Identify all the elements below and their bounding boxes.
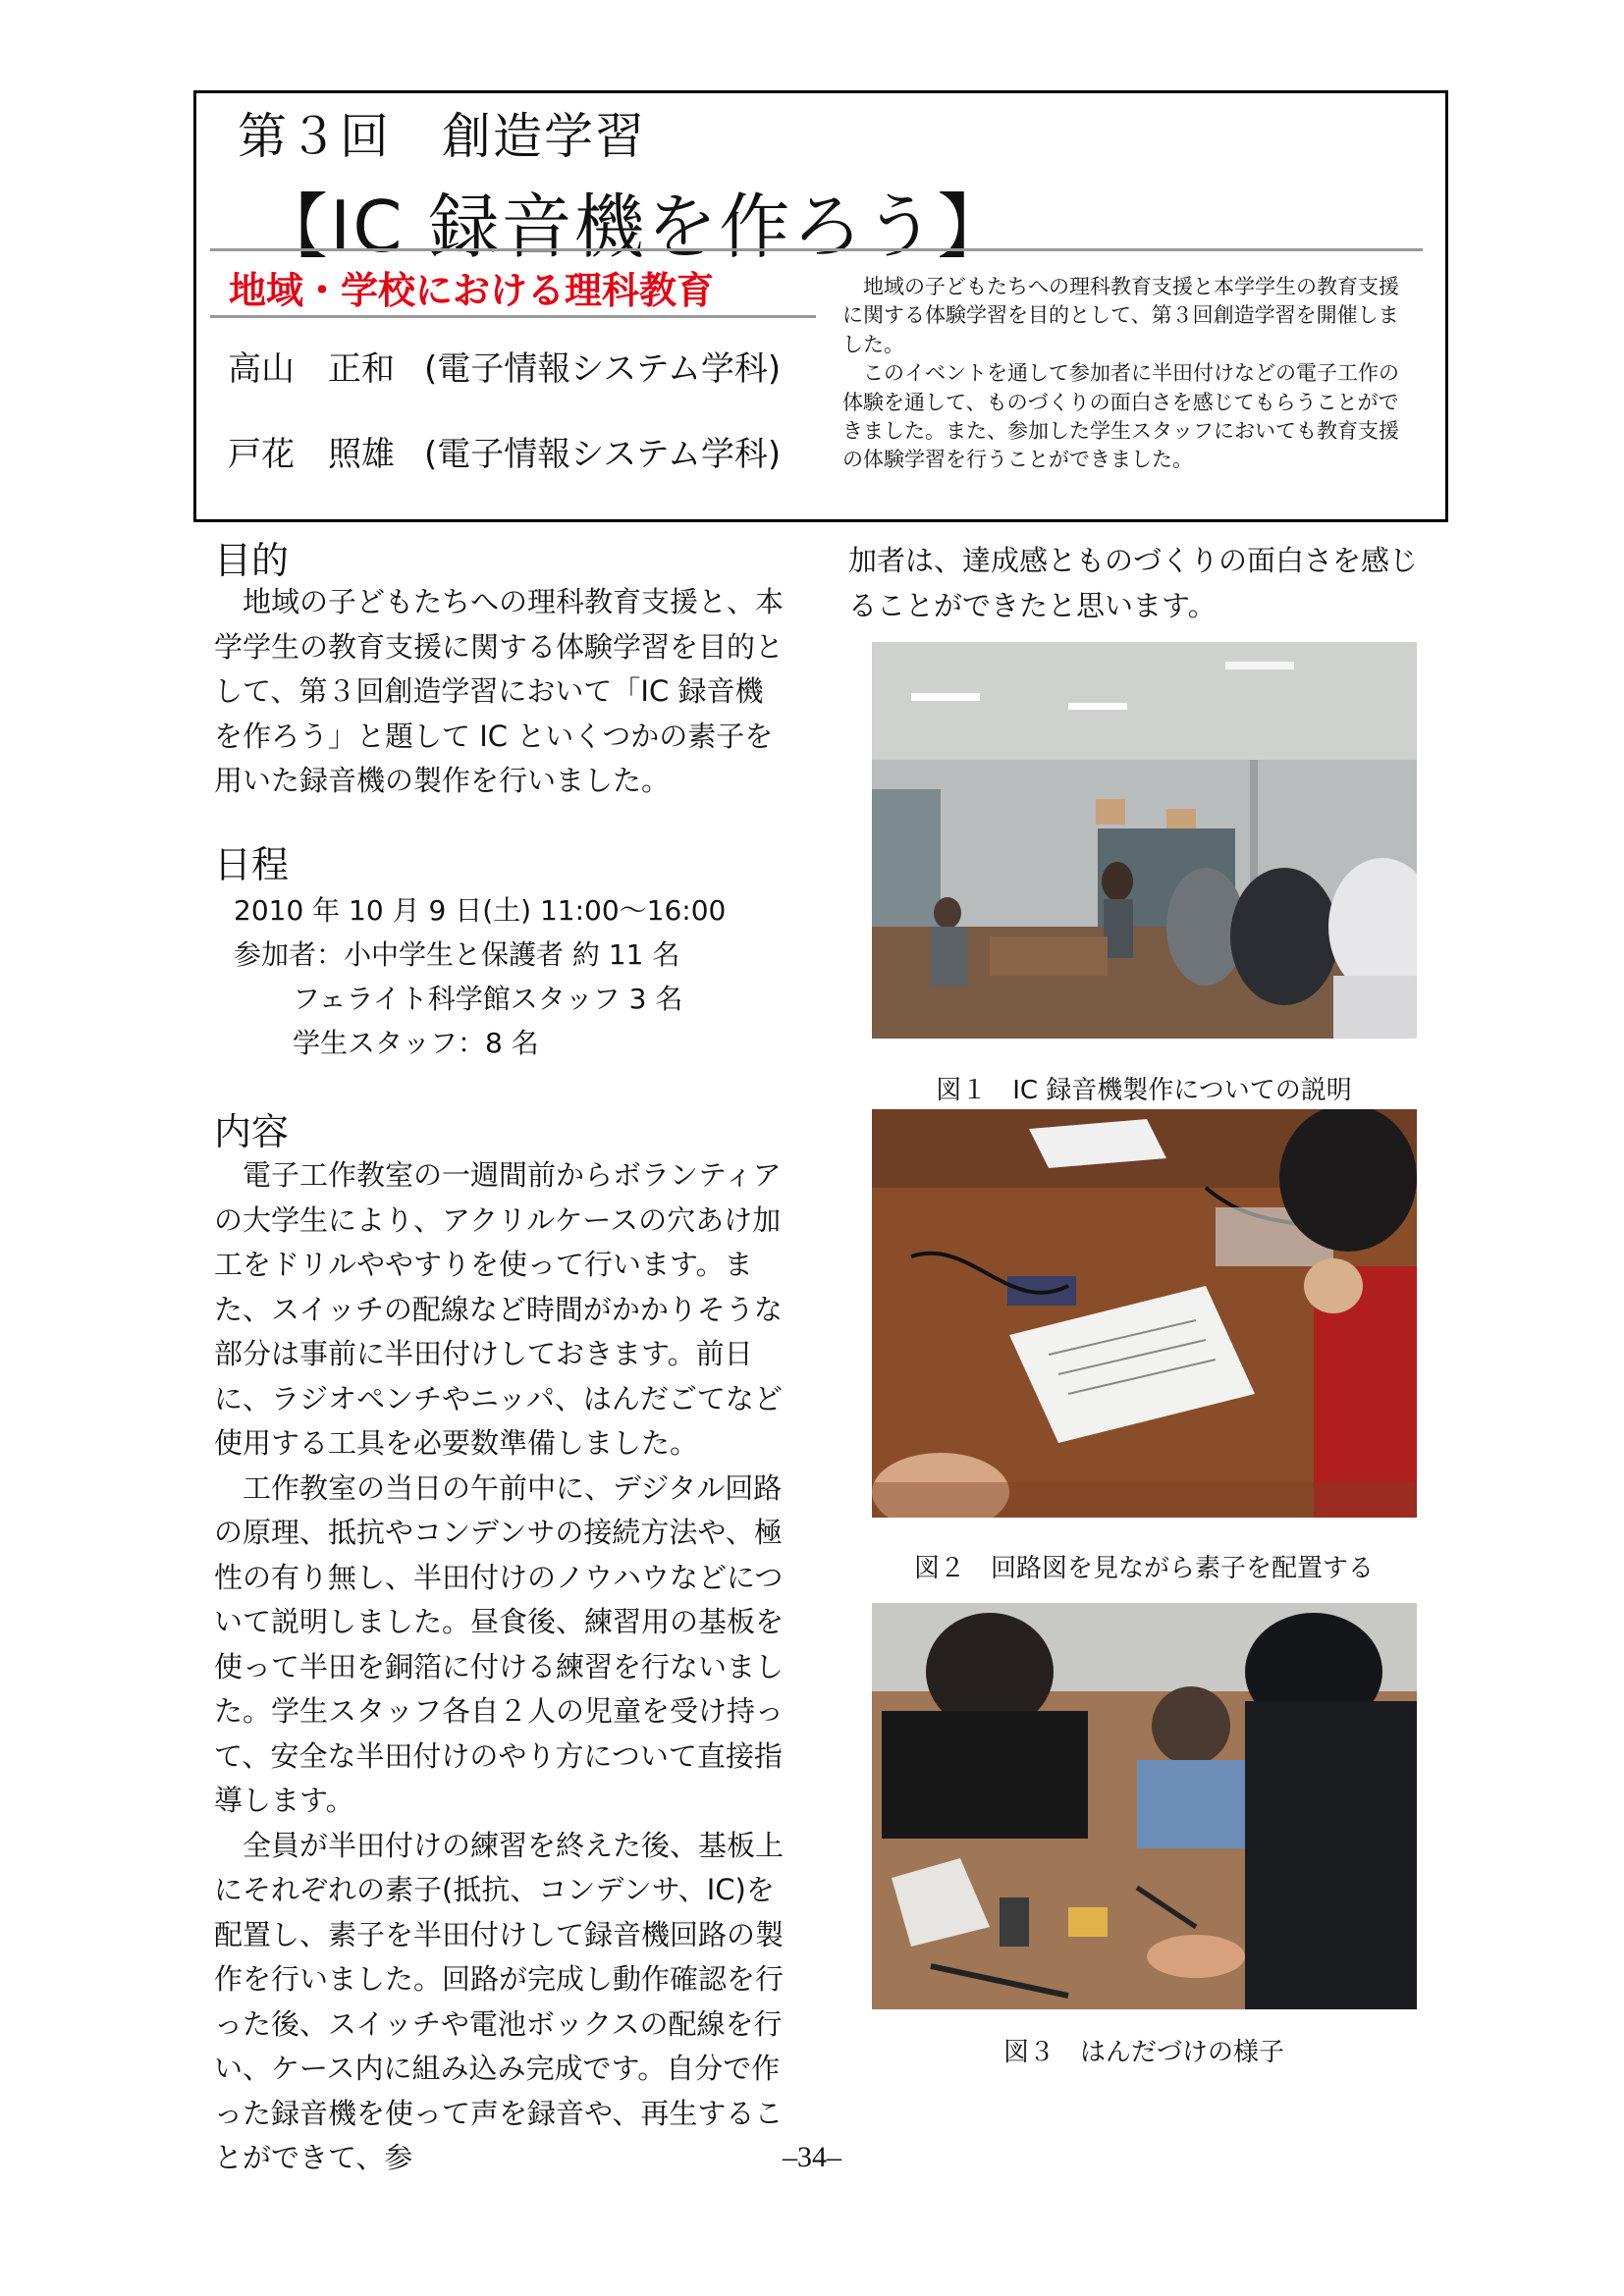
author-dept: (電子情報システム学科) <box>424 435 782 474</box>
page-title: 【IC 録音機を作ろう】 <box>257 186 1010 268</box>
figure-3-caption: 図３ はんだづけの様子 <box>1002 2038 1284 2067</box>
purpose-text <box>214 580 784 804</box>
schedule-heading: 日程 <box>214 843 290 886</box>
content-paragraph: 電子工作教室の一週間前からボランティアの大学生により、アクリルケースの穴あけ加工をドリルややすりを使って行います。また、スイッチの配線など時間がかかりそうな部分は事前に半田付けしておきます。前日に、ラジオペンチやニッパ、はんだごてなど使用する工具を必要数準備しました。 <box>214 1158 783 1460</box>
figure-2-photo <box>872 1109 1417 1518</box>
content-text <box>214 1153 784 2181</box>
schedule-student-staff: 学生スタッフ：8 名 <box>293 1027 539 1059</box>
subtitle: 地域・学校における理科教育 <box>229 269 715 312</box>
abstract <box>842 273 1407 475</box>
author-name: 高山 正和 <box>228 349 395 389</box>
abstract-paragraph: このイベントを通して参加者に半田付けなどの電子工作の体験を通して、ものづくりの面白さを感じてもらうことができました。また、参加した学生スタッフにおいても教育支援の体験学習を行うことができました。 <box>842 361 1399 472</box>
figure-2-caption: 図２ 回路図を見ながら素子を配置する <box>913 1554 1374 1583</box>
author-2 <box>228 427 781 475</box>
content-continuation: 加者は、達成感とものづくりの面白さを感じることができたと思います。 <box>848 544 1419 622</box>
page-number: –34– <box>783 2141 841 2173</box>
figure-3-photo <box>872 1603 1417 2009</box>
content-paragraph: 工作教室の当日の午前中に、デジタル回路の原理、抵抗やコンデンサの接続方法や、極性の有り無し、半田付けのノウハウなどについて説明しました。昼食後、練習用の基板を使って半田を銅箔に付ける練習を行ないました。学生スタッフ各自２人の児童を受け持って、安全な半田付けのやり方について直接指導します。 <box>214 1470 785 1817</box>
figure-1-photo <box>872 642 1417 1039</box>
schedule-participants: 参加者：小中学生と保護者 約 11 名 <box>234 938 680 971</box>
author-dept: (電子情報システム学科) <box>424 349 782 389</box>
purpose-paragraph: 地域の子どもたちへの理科教育支援と、本学学生の教育支援に関する体験学習を目的として、第３回創造学習において「IC 録音機を作ろう」と題して IC といくつかの素子を用いた録音機の製作を行いました。 <box>214 585 785 797</box>
abstract-paragraph: 地域の子どもたちへの理科教育支援と本学学生の教育支援に関する体験学習を目的として、第３回創造学習を開催しました。 <box>842 275 1399 356</box>
schedule-date: 2010 年 10 月 9 日(土) 11:00～16:00 <box>234 894 727 927</box>
figure-1-caption: 図１ IC 録音機製作についての説明 <box>936 1076 1352 1105</box>
header-box <box>193 90 1448 522</box>
content-paragraph: 全員が半田付けの練習を終えた後、基板上にそれぞれの素子(抵抗、コンデンサ、IC)を配置し、素子を半田付けして録音機回路の製作を行いました。回路が完成し動作確認を行った後、スイッチや電池ボックスの配線を行い、ケース内に組み込み完成です。自分で作った録音機を使って声を録音や、再生することができて、参 <box>214 1828 785 2174</box>
purpose-heading: 目的 <box>214 539 290 582</box>
title-divider <box>210 248 1423 251</box>
author-name: 戸花 照雄 <box>228 435 395 474</box>
series-title: 第３回 創造学習 <box>238 108 646 165</box>
author-1 <box>228 342 781 390</box>
content-heading: 内容 <box>214 1110 290 1153</box>
subtitle-divider <box>210 315 816 318</box>
schedule-block <box>234 888 726 1065</box>
schedule-museum-staff: フェライト科学館スタッフ 3 名 <box>293 983 683 1015</box>
